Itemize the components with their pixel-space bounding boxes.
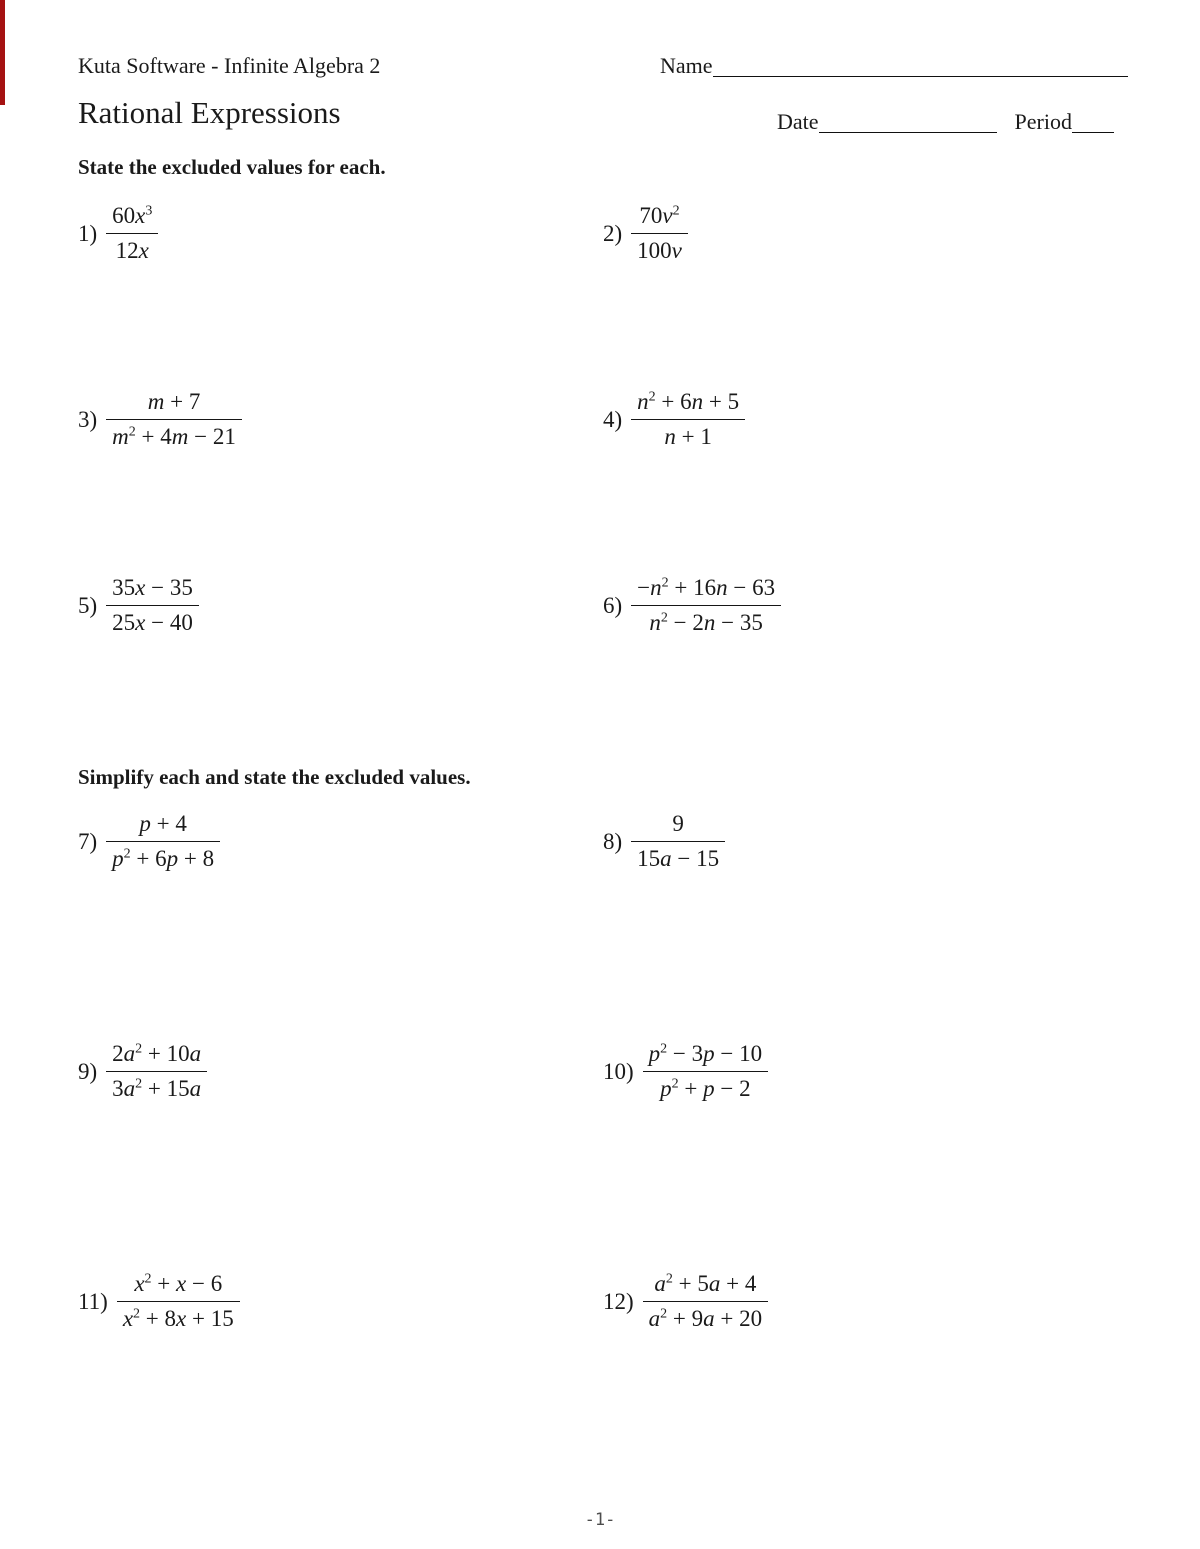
problem-11 <box>78 1271 240 1333</box>
fraction-denominator: n + 1 <box>664 424 712 450</box>
fraction <box>106 203 158 265</box>
problem-number: 4) <box>603 406 623 432</box>
problem-number: 1) <box>78 220 98 246</box>
problem-number: 10) <box>603 1058 634 1084</box>
fraction-denominator: 100v <box>637 238 682 264</box>
fraction-numerator: $60x^3$ <box>106 203 158 234</box>
name-field-row <box>660 53 1128 79</box>
fraction <box>106 575 199 637</box>
problem-number: 2) <box>603 220 623 246</box>
fraction-denominator: $p^2 + 6p + 8$ <box>112 846 215 872</box>
fraction <box>106 389 242 451</box>
fraction-numerator: p + 4 <box>106 811 220 842</box>
section-heading-simplify: Simplify each and state the excluded values. <box>78 765 471 789</box>
problem-9 <box>78 1041 207 1103</box>
problem-8 <box>603 811 725 873</box>
fraction-denominator: $n^2 - 2n - 35$ <box>649 610 763 636</box>
problem-7 <box>78 811 220 873</box>
red-edge-mark <box>0 0 5 105</box>
problem-1 <box>78 203 158 265</box>
fraction-numerator: $a^2 + 5a + 4$ <box>643 1271 768 1302</box>
period-blank-line <box>1072 109 1114 133</box>
fraction <box>631 575 781 637</box>
date-period-row <box>777 109 1114 135</box>
brand-line: Kuta Software - Infinite Algebra 2 <box>78 53 381 78</box>
problem-number: 11) <box>78 1288 108 1314</box>
fraction <box>631 203 688 265</box>
fraction-denominator: $m^2 + 4m - 21$ <box>112 424 236 450</box>
date-blank-line <box>819 109 997 133</box>
section-heading-excluded-values: State the excluded values for each. <box>78 155 386 179</box>
problem-6 <box>603 575 781 637</box>
fraction-denominator: $a^2 + 9a + 20$ <box>648 1306 763 1332</box>
problem-number: 5) <box>78 592 98 618</box>
fraction-denominator: 12x <box>115 238 149 264</box>
fraction <box>106 1041 207 1103</box>
period-label: Period <box>1014 109 1072 134</box>
fraction-denominator: $3a^2 + 15a$ <box>112 1076 202 1102</box>
fraction <box>631 389 745 451</box>
fraction-numerator: $x^2 + x - 6$ <box>117 1271 240 1302</box>
name-label: Name <box>660 53 713 78</box>
page-title: Rational Expressions <box>78 95 341 130</box>
problem-5 <box>78 575 199 637</box>
problem-10 <box>603 1041 768 1103</box>
fraction-numerator: $2a^2 + 10a$ <box>106 1041 207 1072</box>
fraction <box>106 811 220 873</box>
fraction-denominator: 15a − 15 <box>637 846 720 872</box>
problem-number: 9) <box>78 1058 98 1084</box>
problem-12 <box>603 1271 768 1333</box>
name-blank-line <box>713 53 1128 77</box>
fraction <box>631 811 725 873</box>
page-number: -1- <box>584 1510 616 1530</box>
fraction-numerator: $-n^2 + 16n - 63$ <box>631 575 781 606</box>
fraction-numerator: $70v^2$ <box>631 203 688 234</box>
fraction-numerator: m + 7 <box>106 389 242 420</box>
fraction-denominator: 25x − 40 <box>112 610 193 636</box>
fraction-numerator: $p^2 - 3p - 10$ <box>643 1041 768 1072</box>
fraction-denominator: $p^2 + p - 2$ <box>660 1076 751 1102</box>
fraction-numerator: 9 <box>631 811 725 842</box>
problem-2 <box>603 203 688 265</box>
fraction-numerator: $n^2 + 6n + 5$ <box>631 389 745 420</box>
fraction <box>643 1271 768 1333</box>
date-label: Date <box>777 109 819 134</box>
problem-number: 6) <box>603 592 623 618</box>
fraction <box>643 1041 768 1103</box>
problem-4 <box>603 389 745 451</box>
problem-number: 3) <box>78 406 98 432</box>
fraction <box>117 1271 240 1333</box>
fraction-denominator: $x^2 + 8x + 15$ <box>122 1306 234 1332</box>
problem-number: 8) <box>603 828 623 854</box>
fraction-numerator: 35x − 35 <box>106 575 199 606</box>
problem-3 <box>78 389 242 451</box>
problem-number: 12) <box>603 1288 634 1314</box>
problem-number: 7) <box>78 828 98 854</box>
